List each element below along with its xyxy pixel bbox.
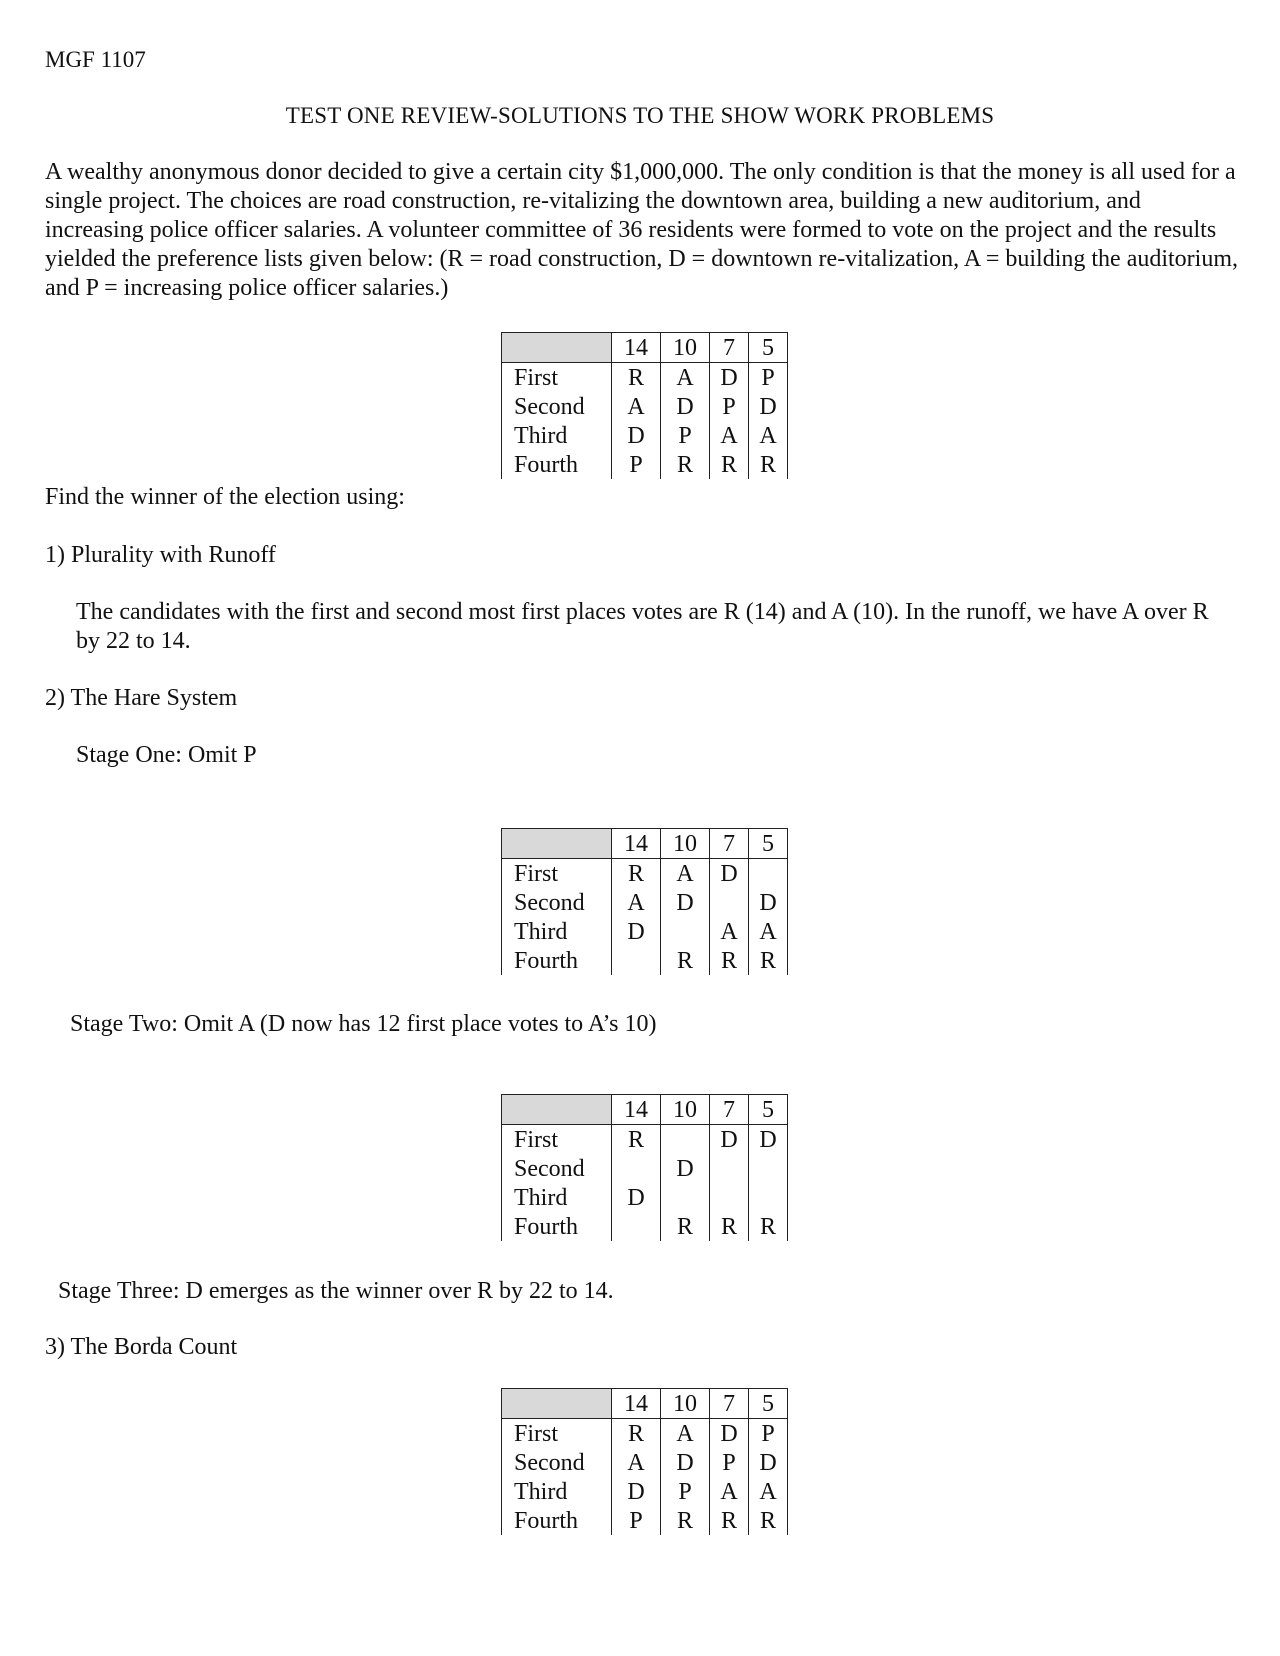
choice-cell: A (612, 888, 661, 917)
choice-cell: D (612, 1183, 661, 1212)
plurality-runoff-solution: The candidates with the first and second most first places votes are R (14) and A (10). In the runoff, we have A over R by 22 to 14. (76, 599, 1209, 654)
section-heading-plurality-runoff: 1) Plurality with Runoff (45, 542, 276, 568)
table-header-row (502, 1389, 788, 1419)
voter-count-cell: 7 (710, 1095, 749, 1125)
rank-label: Second (502, 1154, 612, 1183)
voter-count-cell: 5 (749, 1095, 788, 1125)
preference-table-stage-one (501, 828, 788, 975)
choice-cell (661, 917, 710, 946)
choice-cell: A (749, 917, 788, 946)
table-corner-cell (502, 829, 612, 859)
rank-label: Second (502, 888, 612, 917)
table-header-row (502, 1095, 788, 1125)
table-row (502, 392, 788, 421)
choice-cell: D (749, 1448, 788, 1477)
voter-count-cell: 10 (661, 1095, 710, 1125)
table-row (502, 917, 788, 946)
choice-cell: D (710, 859, 749, 889)
course-code: MGF 1107 (45, 47, 146, 72)
table-row (502, 859, 788, 889)
choice-cell: R (749, 1212, 788, 1241)
table-corner-cell (502, 1095, 612, 1125)
rank-label: Third (502, 917, 612, 946)
choice-cell: P (612, 1506, 661, 1535)
choice-cell: D (661, 888, 710, 917)
table-corner-cell (502, 333, 612, 363)
table-row (502, 1506, 788, 1535)
table-row (502, 1154, 788, 1183)
choice-cell: R (710, 1506, 749, 1535)
choice-cell: D (612, 917, 661, 946)
find-prompt: Find the winner of the election using: (45, 484, 405, 510)
section-heading-hare-system: 2) The Hare System (45, 685, 238, 711)
choice-cell: R (612, 859, 661, 889)
choice-cell: D (710, 363, 749, 393)
choice-cell (710, 1154, 749, 1183)
page-title: TEST ONE REVIEW-SOLUTIONS TO THE SHOW WORK PROBLEMS (285, 103, 995, 128)
choice-cell: R (612, 363, 661, 393)
voter-count-cell: 10 (661, 829, 710, 859)
choice-cell: A (749, 1477, 788, 1506)
table-row (502, 1183, 788, 1212)
choice-cell (612, 1154, 661, 1183)
choice-cell: R (661, 1506, 710, 1535)
voter-count-cell: 10 (661, 1389, 710, 1419)
voter-count-cell: 10 (661, 333, 710, 363)
hare-stage-three: Stage Three: D emerges as the winner over R by 22 to 14. (58, 1278, 614, 1304)
voter-count-cell: 7 (710, 1389, 749, 1419)
choice-cell: A (749, 421, 788, 450)
table-corner-cell (502, 1389, 612, 1419)
hare-stage-two: Stage Two: Omit A (D now has 12 first place votes to A’s 10) (70, 1011, 657, 1037)
table-row (502, 1125, 788, 1155)
choice-cell: A (612, 392, 661, 421)
choice-cell: R (661, 1212, 710, 1241)
voter-count-cell: 5 (749, 1389, 788, 1419)
table-row (502, 450, 788, 479)
voter-count-cell: 7 (710, 333, 749, 363)
voter-count-cell: 5 (749, 333, 788, 363)
voter-count-cell: 14 (612, 1389, 661, 1419)
choice-cell: A (661, 1419, 710, 1449)
rank-label: First (502, 1419, 612, 1449)
preference-table-stage-two (501, 1094, 788, 1241)
rank-label: Fourth (502, 450, 612, 479)
choice-cell (710, 888, 749, 917)
choice-cell: R (710, 1212, 749, 1241)
choice-cell: D (710, 1419, 749, 1449)
hare-stage-one: Stage One: Omit P (76, 742, 257, 768)
choice-cell: R (710, 946, 749, 975)
choice-cell (661, 1125, 710, 1155)
rank-label: Third (502, 421, 612, 450)
choice-cell: A (661, 363, 710, 393)
choice-cell (749, 859, 788, 889)
rank-label: Fourth (502, 1212, 612, 1241)
choice-cell: D (661, 392, 710, 421)
table-row (502, 946, 788, 975)
voter-count-cell: 7 (710, 829, 749, 859)
rank-label: First (502, 1125, 612, 1155)
table-header-row (502, 829, 788, 859)
choice-cell (612, 1212, 661, 1241)
choice-cell (710, 1183, 749, 1212)
section-heading-borda-count: 3) The Borda Count (45, 1334, 238, 1360)
rank-label: Second (502, 392, 612, 421)
choice-cell: D (612, 1477, 661, 1506)
choice-cell: P (710, 1448, 749, 1477)
choice-cell (749, 1154, 788, 1183)
rank-label: First (502, 859, 612, 889)
choice-cell: D (710, 1125, 749, 1155)
choice-cell: A (710, 1477, 749, 1506)
rank-label: Second (502, 1448, 612, 1477)
problem-statement: A wealthy anonymous donor decided to give a certain city $1,000,000. The only condition is that the money is all used for a single project. The choices are road construction, re-vitalizing the downtown area, building a new auditorium, and increasing police officer salaries. A volunteer committee of 36 residents were formed to vote on the project and the results yielded the preference lists given below: (R = road construction, D = downtown re-vitalization, A = building the auditorium, and P = increasing police officer salaries.) (45, 159, 1239, 301)
voter-count-cell: 14 (612, 1095, 661, 1125)
choice-cell: D (749, 1125, 788, 1155)
choice-cell: P (749, 363, 788, 393)
rank-label: Third (502, 1477, 612, 1506)
choice-cell: P (710, 392, 749, 421)
choice-cell: R (661, 450, 710, 479)
table-row (502, 1212, 788, 1241)
preference-table-borda (501, 1388, 788, 1535)
voter-count-cell: 5 (749, 829, 788, 859)
table-header-row (502, 333, 788, 363)
choice-cell: A (612, 1448, 661, 1477)
choice-cell: A (710, 421, 749, 450)
preference-table-original (501, 332, 788, 479)
choice-cell: R (612, 1125, 661, 1155)
choice-cell: P (749, 1419, 788, 1449)
table-row (502, 1419, 788, 1449)
choice-cell: P (661, 421, 710, 450)
table-row (502, 1448, 788, 1477)
choice-cell (612, 946, 661, 975)
voter-count-cell: 14 (612, 829, 661, 859)
rank-label: Fourth (502, 1506, 612, 1535)
choice-cell: R (749, 1506, 788, 1535)
choice-cell: D (612, 421, 661, 450)
choice-cell: R (661, 946, 710, 975)
choice-cell: R (612, 1419, 661, 1449)
choice-cell: P (612, 450, 661, 479)
table-row (502, 1477, 788, 1506)
choice-cell: D (749, 392, 788, 421)
rank-label: First (502, 363, 612, 393)
choice-cell (661, 1183, 710, 1212)
rank-label: Third (502, 1183, 612, 1212)
rank-label: Fourth (502, 946, 612, 975)
table-row (502, 421, 788, 450)
choice-cell: A (710, 917, 749, 946)
choice-cell: D (661, 1448, 710, 1477)
choice-cell: D (749, 888, 788, 917)
choice-cell: P (661, 1477, 710, 1506)
choice-cell: D (661, 1154, 710, 1183)
choice-cell: R (710, 450, 749, 479)
voter-count-cell: 14 (612, 333, 661, 363)
table-row (502, 888, 788, 917)
choice-cell: R (749, 450, 788, 479)
choice-cell: A (661, 859, 710, 889)
choice-cell (749, 1183, 788, 1212)
choice-cell: R (749, 946, 788, 975)
table-row (502, 363, 788, 393)
